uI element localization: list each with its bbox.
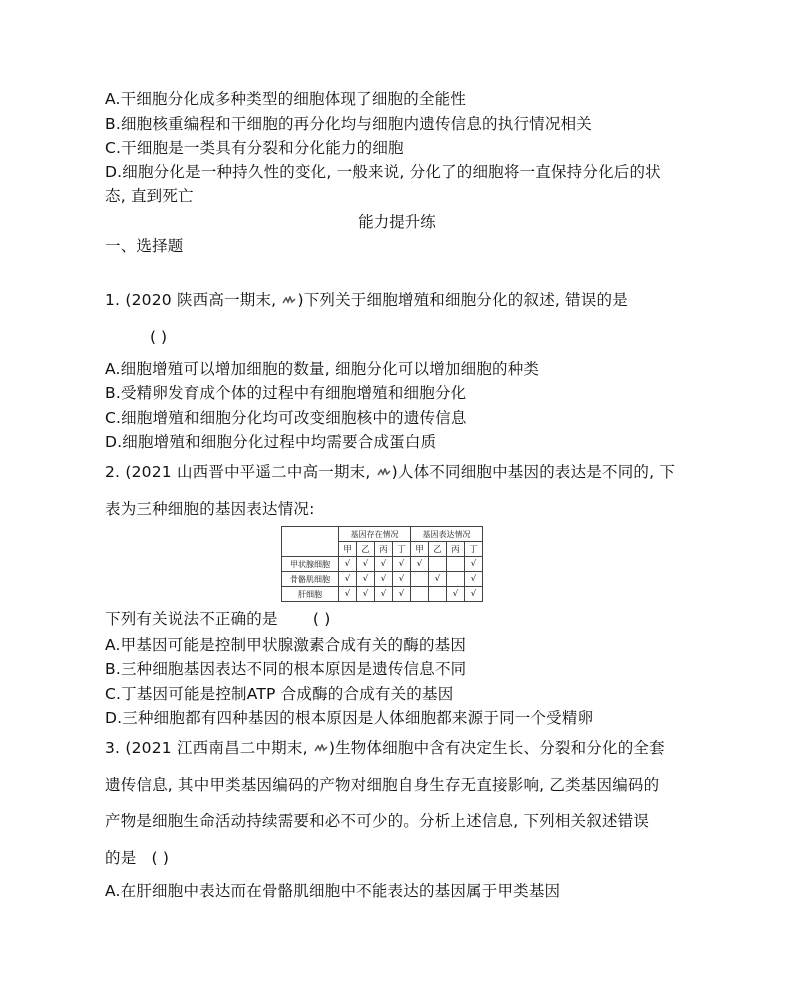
option-a: A.干细胞分化成多种类型的细胞体现了细胞的全能性 xyxy=(105,90,467,108)
table-cell: √ xyxy=(393,572,411,587)
question-stem-cont: 表为三种细胞的基因表达情况: xyxy=(105,500,315,518)
option-d-cont: 态, 直到死亡 xyxy=(105,187,194,205)
table-cell: √ xyxy=(357,572,375,587)
gene-header: 丁 xyxy=(393,542,411,557)
table-cell: √ xyxy=(447,587,465,602)
table-cell: √ xyxy=(375,557,393,572)
question-2: 2. (2021 山西晋中平遥二中高一期末, )人体不同细胞中基因的表达是不同的, 下 xyxy=(105,463,676,481)
gene-expression-table xyxy=(281,526,483,602)
question-source: (2021 山西晋中平遥二中高一期末, xyxy=(125,463,371,481)
table-corner xyxy=(282,527,339,557)
table-cell: √ xyxy=(339,587,357,602)
table-group-expression: 基因表达情况 xyxy=(411,527,483,542)
table-cell: √ xyxy=(465,587,483,602)
question-number: 1. xyxy=(105,291,121,309)
option-a: A.甲基因可能是控制甲状腺激素合成有关的酶的基因 xyxy=(105,636,467,654)
option-a: A.在肝细胞中表达而在骨骼肌细胞中不能表达的基因属于甲类基因 xyxy=(105,882,561,900)
table-cell xyxy=(447,572,465,587)
option-d: D.三种细胞都有四种基因的根本原因是人体细胞都来源于同一个受精卵 xyxy=(105,709,594,727)
question-source: (2021 江西南昌二中期末, xyxy=(125,739,308,757)
question-number: 2. xyxy=(105,463,121,481)
option-b: B.三种细胞基因表达不同的根本原因是遗传信息不同 xyxy=(105,660,467,678)
section-title: 能力提升练 xyxy=(358,213,436,231)
table-cell: √ xyxy=(465,557,483,572)
table-cell: √ xyxy=(357,587,375,602)
question-stem: 生物体细胞中含有决定生长、分裂和分化的全套 xyxy=(335,739,665,757)
option-c: C.细胞增殖和细胞分化均可改变细胞核中的遗传信息 xyxy=(105,409,467,427)
table-cell xyxy=(411,587,429,602)
table-cell: √ xyxy=(375,572,393,587)
table-cell: √ xyxy=(375,587,393,602)
subsection-title: 一、选择题 xyxy=(105,237,184,255)
answer-paren: ( ) xyxy=(312,610,331,628)
gene-header: 甲 xyxy=(339,542,357,557)
gene-header: 甲 xyxy=(411,542,429,557)
answer-paren: ( ) xyxy=(151,849,170,867)
table-cell: √ xyxy=(393,557,411,572)
option-a: A.细胞增殖可以增加细胞的数量, 细胞分化可以增加细胞的种类 xyxy=(105,360,540,378)
question-stem-cont: 产物是细胞生命活动持续需要和必不可少的。分析上述信息, 下列相关叙述错误 xyxy=(105,812,650,830)
gene-header: 乙 xyxy=(429,542,447,557)
question-stem-cont: 的是 ( ) xyxy=(105,849,170,867)
difficulty-icon xyxy=(282,296,296,306)
question-prompt: 下列有关说法不正确的是 ( ) xyxy=(105,610,331,628)
table-cell: √ xyxy=(429,572,447,587)
option-d: D.细胞分化是一种持久性的变化, 一般来说, 分化了的细胞将一直保持分化后的状 xyxy=(105,163,661,181)
table-cell: √ xyxy=(411,557,429,572)
question-stem: 下列关于细胞增殖和细胞分化的叙述, 错误的是 xyxy=(303,291,628,309)
table-cell: √ xyxy=(465,572,483,587)
difficulty-icon xyxy=(377,468,391,478)
gene-header: 丁 xyxy=(465,542,483,557)
gene-header: 丙 xyxy=(447,542,465,557)
gene-header: 乙 xyxy=(357,542,375,557)
question-stem-cont: 遗传信息, 其中甲类基因编码的产物对细胞自身生存无直接影响, 乙类基因编码的 xyxy=(105,776,660,794)
question-stem: 人体不同细胞中基因的表达是不同的, 下 xyxy=(397,463,676,481)
table-cell xyxy=(429,587,447,602)
table-cell: √ xyxy=(339,572,357,587)
row-label: 骨骼肌细胞 xyxy=(282,572,339,587)
option-b: B.受精卵发育成个体的过程中有细胞增殖和细胞分化 xyxy=(105,384,467,402)
question-3: 3. (2021 江西南昌二中期末, )生物体细胞中含有决定生长、分裂和分化的全套 xyxy=(105,739,665,757)
option-c: C.干细胞是一类具有分裂和分化能力的细胞 xyxy=(105,139,404,157)
table-cell xyxy=(447,557,465,572)
table-header-row xyxy=(282,527,483,542)
table-row xyxy=(282,557,483,572)
answer-paren: ( ) xyxy=(150,328,168,346)
question-number: 3. xyxy=(105,739,121,757)
option-b: B.细胞核重编程和干细胞的再分化均与细胞内遗传信息的执行情况相关 xyxy=(105,115,592,133)
table-cell: √ xyxy=(339,557,357,572)
table-row xyxy=(282,572,483,587)
table-cell xyxy=(429,557,447,572)
difficulty-icon xyxy=(314,744,328,754)
question-1: 1. (2020 陕西高一期末, )下列关于细胞增殖和细胞分化的叙述, 错误的是 xyxy=(105,291,628,309)
option-c: C.丁基因可能是控制ATP 合成酶的合成有关的基因 xyxy=(105,685,454,703)
row-label: 肝细胞 xyxy=(282,587,339,602)
table-cell: √ xyxy=(393,587,411,602)
table-group-existence: 基因存在情况 xyxy=(339,527,411,542)
option-d: D.细胞增殖和细胞分化过程中均需要合成蛋白质 xyxy=(105,433,437,451)
question-source: (2020 陕西高一期末, xyxy=(125,291,277,309)
gene-header: 丙 xyxy=(375,542,393,557)
row-label: 甲状腺细胞 xyxy=(282,557,339,572)
table-cell: √ xyxy=(357,557,375,572)
table-row xyxy=(282,587,483,602)
table-cell xyxy=(411,572,429,587)
